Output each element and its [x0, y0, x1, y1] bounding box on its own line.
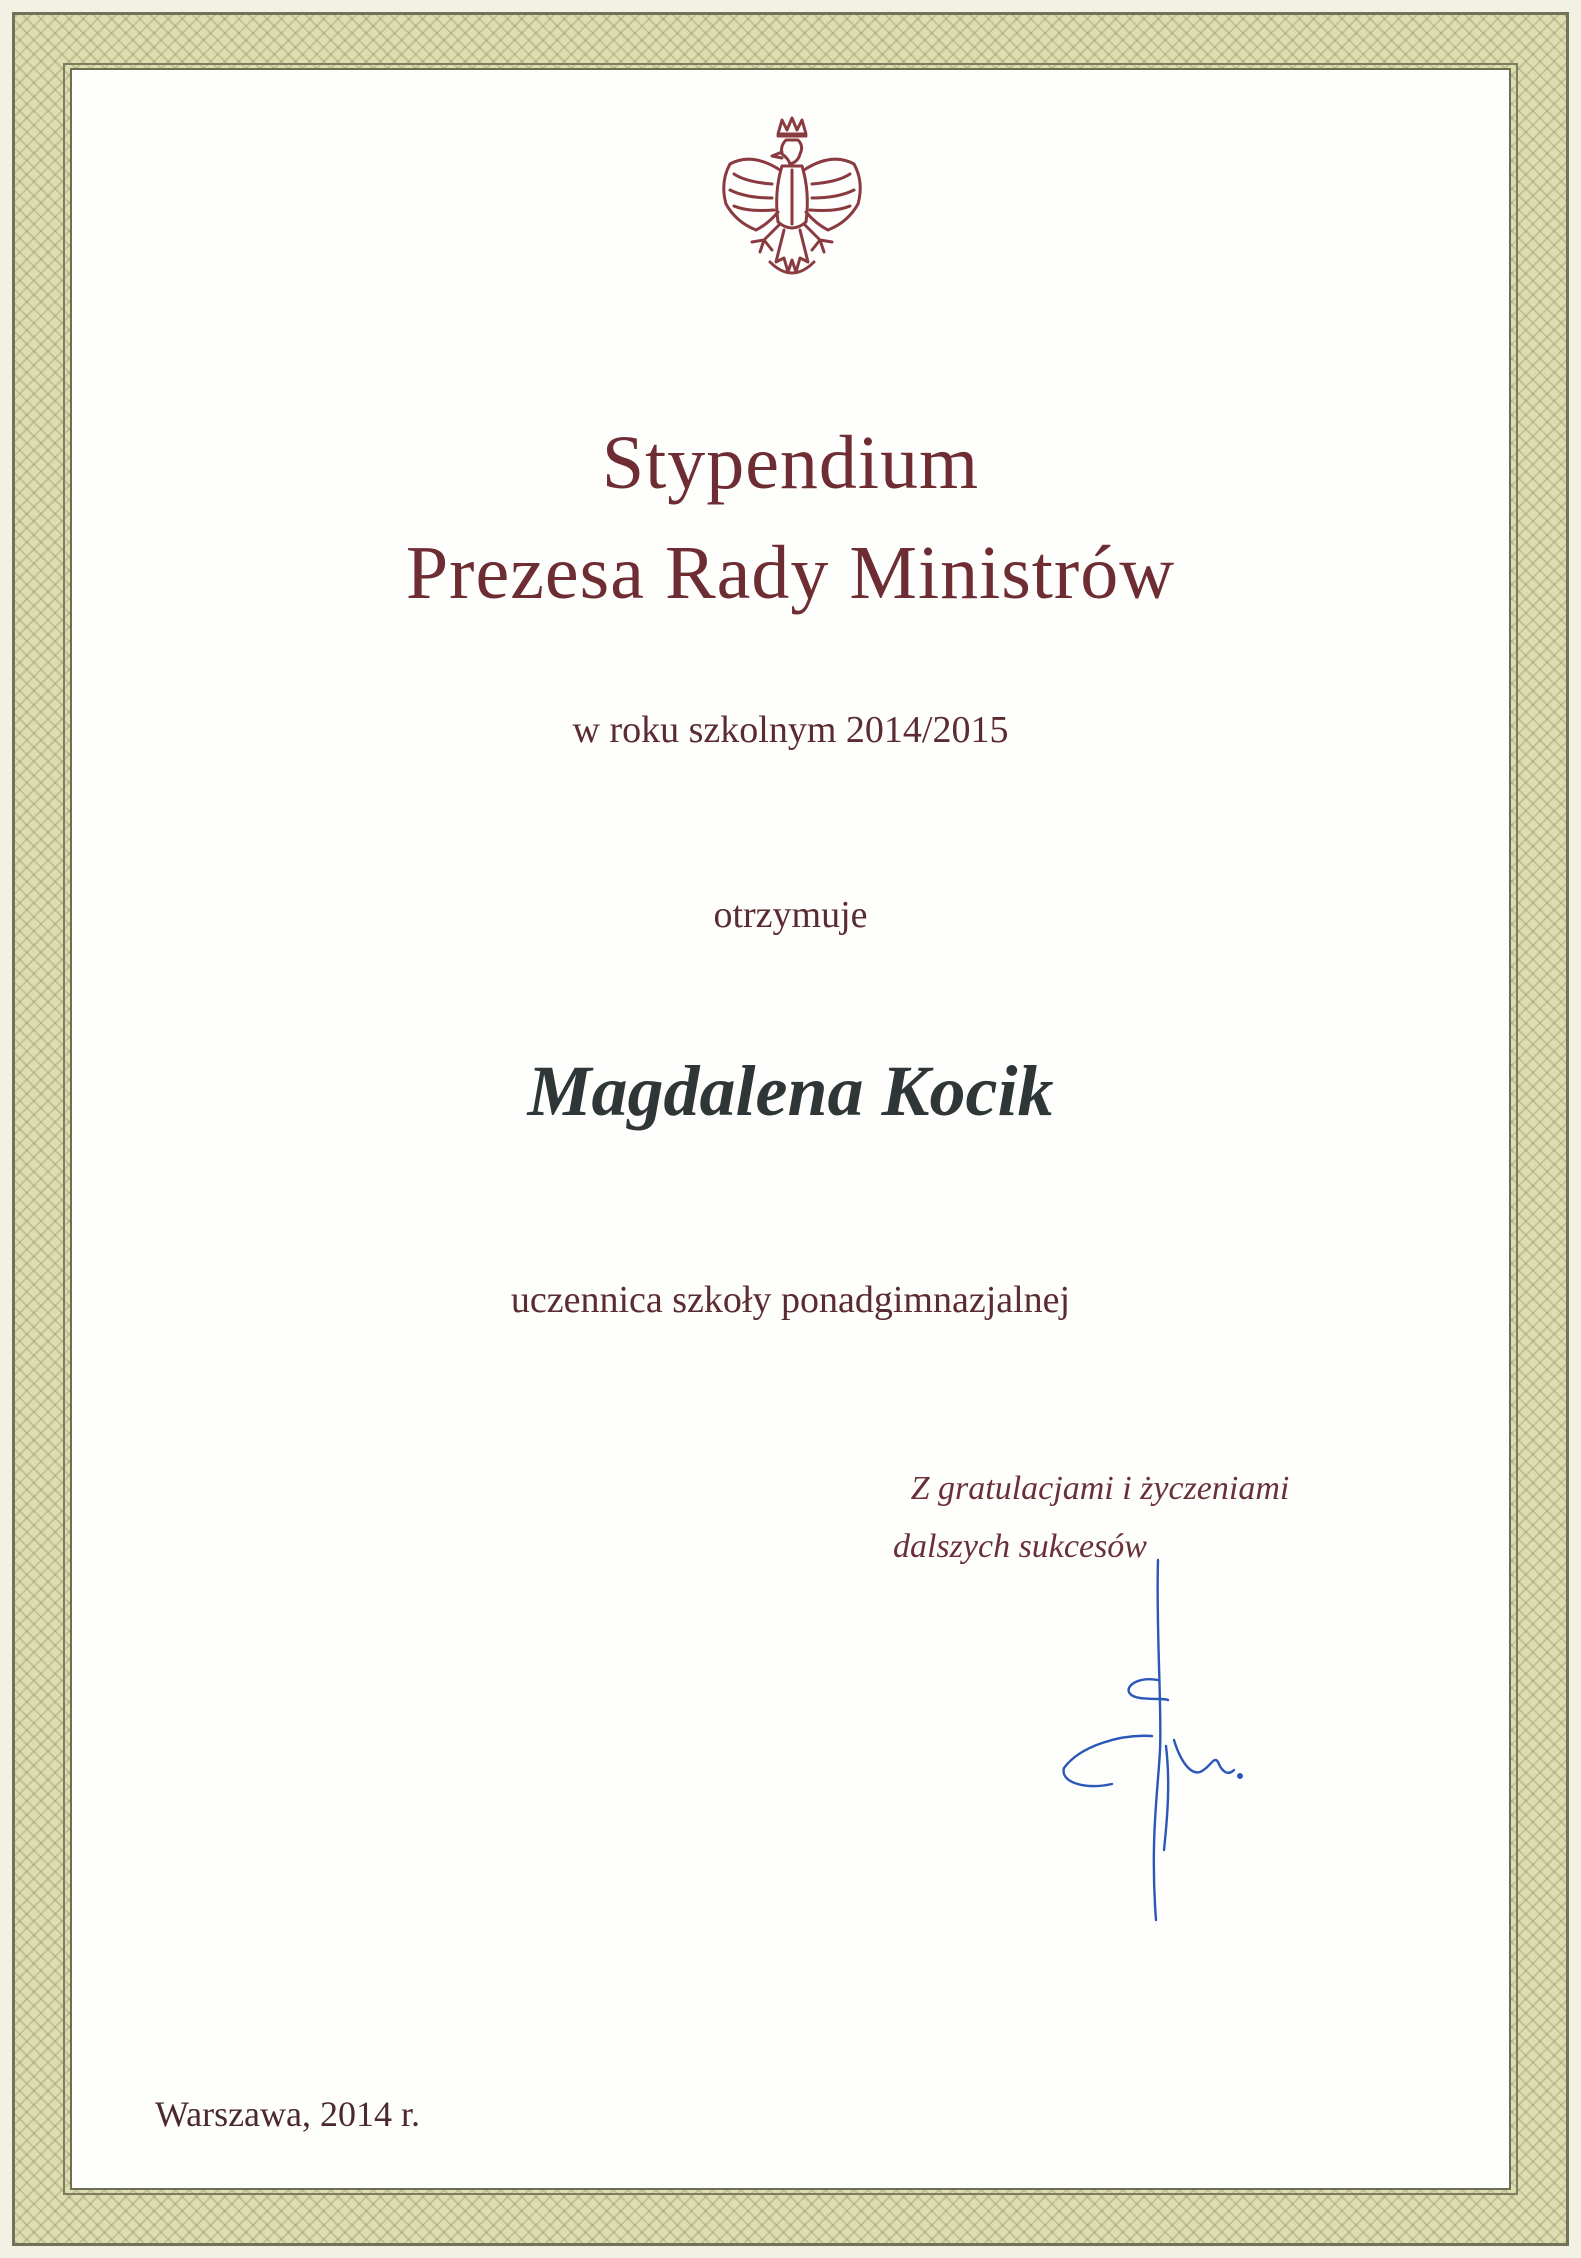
- closing-line-2: dalszych sukcesów: [892, 1528, 1147, 1565]
- recipient-role: uczennica szkoły ponadgimnazjalnej: [510, 1279, 1071, 1321]
- recipient-name: Magdalena Kocik: [527, 1051, 1054, 1131]
- place-and-date: Warszawa, 2014 r.: [155, 2094, 421, 2134]
- title-line-1: Stypendium: [601, 421, 980, 505]
- polish-eagle-icon: [712, 112, 872, 287]
- receives-label: otrzymuje: [713, 894, 868, 936]
- school-year-line: w roku szkolnym 2014/2015: [572, 709, 1009, 751]
- closing-line-1: Z gratulacjami i życzeniami: [910, 1470, 1290, 1507]
- title-line-2: Prezesa Rady Ministrów: [405, 531, 1176, 615]
- signature-icon: [1040, 1550, 1250, 1930]
